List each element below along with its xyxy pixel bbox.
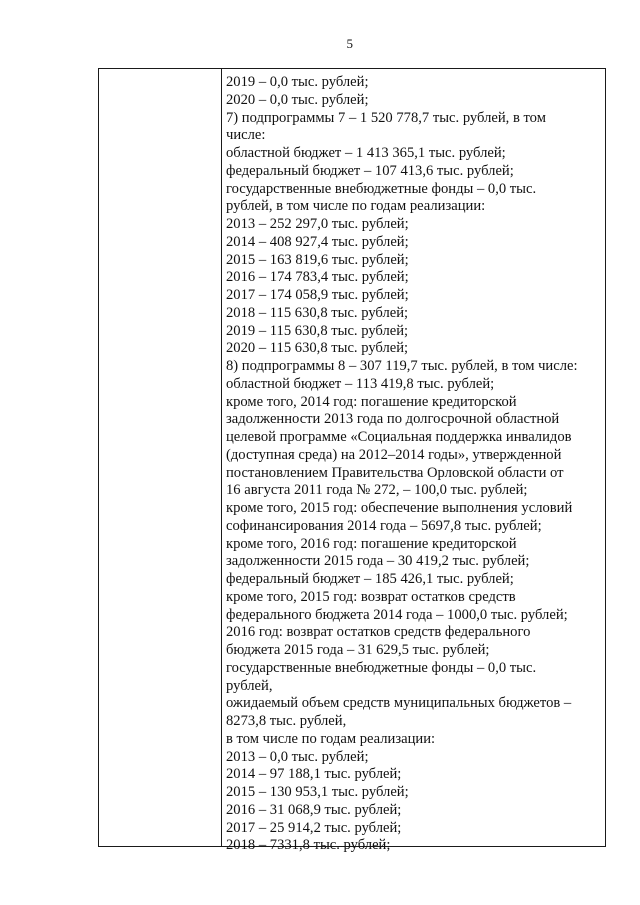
text-line: кроме того, 2014 год: погашение кредиторской — [226, 393, 517, 410]
text-line: 7) подпрограммы 7 – 1 520 778,7 тыс. рублей, в том — [226, 109, 546, 126]
text-line: 2020 – 115 630,8 тыс. рублей; — [226, 340, 409, 357]
text-line: 2018 – 115 630,8 тыс. рублей; — [226, 304, 409, 321]
text-line: федеральный бюджет – 107 413,6 тыс. рублей; — [226, 162, 514, 179]
text-line: целевой программе «Социальная поддержка инвалидов — [226, 429, 572, 445]
text-line: 2019 – 115 630,8 тыс. рублей; — [226, 322, 409, 339]
text-line: 2017 – 174 058,9 тыс. рублей; — [226, 287, 409, 303]
text-line: рублей, в том числе по годам реализации: — [226, 198, 486, 215]
page-number: 5 — [346, 36, 354, 51]
text-line: 2016 год: возврат остатков средств федерального — [226, 624, 531, 641]
text-line: государственные внебюджетные фонды – 0,0 тыс. — [226, 180, 537, 197]
text-line: 8) подпрограммы 8 – 307 119,7 тыс. рублей, в том числе: — [226, 358, 578, 374]
text-line: федеральный бюджет – 185 426,1 тыс. рублей; — [226, 571, 514, 587]
text-line: 2019 – 0,0 тыс. рублей; — [226, 74, 369, 90]
text-line: рублей, — [226, 677, 273, 694]
text-line: 8273,8 тыс. рублей, — [226, 713, 347, 729]
table-cell-content — [226, 74, 602, 855]
text-line: федерального бюджета 2014 года – 1000,0 тыс. рублей; — [226, 606, 568, 623]
text-line: задолженности 2015 года – 30 419,2 тыс. рублей; — [226, 553, 530, 570]
column-divider — [221, 68, 222, 847]
text-line: областной бюджет – 1 413 365,1 тыс. рублей; — [226, 145, 506, 161]
text-line: 2014 – 97 188,1 тыс. рублей; — [226, 766, 402, 783]
text-line: бюджета 2015 года – 31 629,5 тыс. рублей; — [226, 642, 490, 658]
text-line: (доступная среда) на 2012–2014 годы», утвержденной — [226, 446, 562, 463]
text-line: кроме того, 2015 год: обеспечение выполнения условий — [226, 500, 573, 516]
text-line: 2017 – 25 914,2 тыс. рублей; — [226, 819, 402, 836]
text-line: государственные внебюджетные фонды – 0,0 тыс. — [226, 659, 537, 676]
text-line: 2013 – 0,0 тыс. рублей; — [226, 748, 369, 765]
text-line: 16 августа 2011 года № 272, – 100,0 тыс. рублей; — [226, 482, 528, 499]
text-line: 2016 – 31 068,9 тыс. рублей; — [226, 801, 402, 818]
text-line: 2018 – 7331,8 тыс. рублей; — [226, 837, 391, 854]
text-line: кроме того, 2015 год: возврат остатков средств — [226, 588, 516, 605]
text-line: кроме того, 2016 год: погашение кредиторской — [226, 535, 517, 552]
text-line: 2016 – 174 783,4 тыс. рублей; — [226, 269, 409, 286]
text-line: ожидаемый объем средств муниципальных бюджетов – — [226, 695, 572, 712]
text-line: 2015 – 130 953,1 тыс. рублей; — [226, 784, 409, 800]
text-line: числе: — [226, 127, 266, 144]
text-line: 2020 – 0,0 тыс. рублей; — [226, 91, 369, 108]
text-line: софинансирования 2014 года – 5697,8 тыс. рублей; — [226, 517, 542, 534]
text-line: областной бюджет – 113 419,8 тыс. рублей; — [226, 375, 495, 392]
text-line: задолженности 2013 года по долгосрочной областной — [226, 411, 560, 428]
text-line: 2013 – 252 297,0 тыс. рублей; — [226, 216, 409, 232]
text-line: 2014 – 408 927,4 тыс. рублей; — [226, 233, 409, 250]
text-line: 2015 – 163 819,6 тыс. рублей; — [226, 251, 409, 268]
text-line: в том числе по годам реализации: — [226, 730, 436, 747]
text-line: постановлением Правительства Орловской области от — [226, 464, 564, 481]
